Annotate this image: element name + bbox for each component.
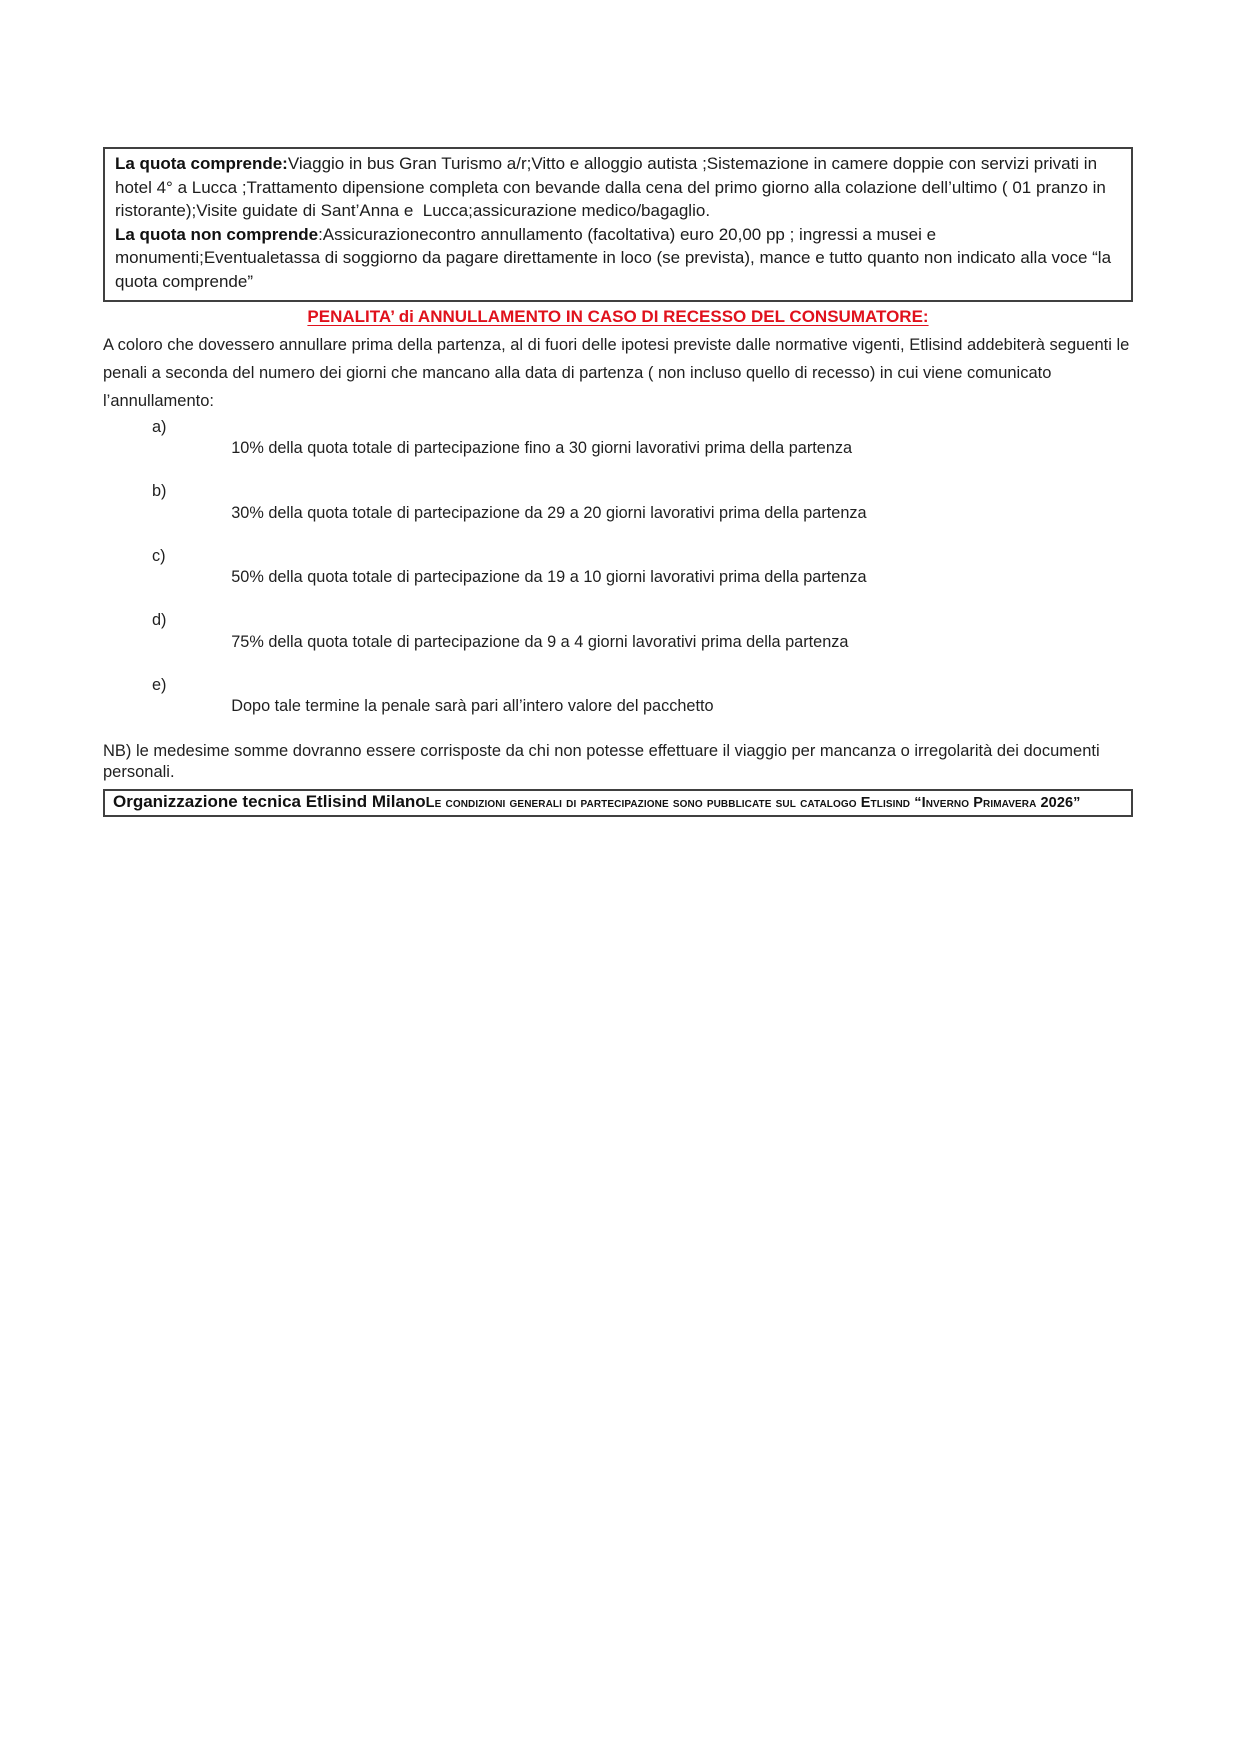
quota-excludes-label: La quota non comprende bbox=[115, 224, 319, 244]
document-content bbox=[103, 147, 1133, 817]
penalties-heading: PENALITA’ di ANNULLAMENTO IN CASO DI RECESSO DEL CONSUMATORE: bbox=[307, 306, 929, 326]
quota-includes-text: Viaggio in bus Gran Turismo a/r;Vitto e alloggio autista ;Sistemazione in camere doppie con servizi privati in hotel 4° a Lucca ;Trattamento dipensione completa con bevande dalla cena del primo giorno alla colazione dell’ultimo ( 01 pranzo in ristorante);Visite guidate di Sant’Anna e Lucca;assicurazione medico/bagaglio. bbox=[115, 154, 1111, 221]
penalty-text-c: 50% della quota totale di partecipazione da 19 a 10 giorni lavorativi prima della partenza bbox=[231, 568, 867, 587]
penalty-item-b bbox=[103, 481, 1133, 546]
penalties-list bbox=[103, 417, 1133, 740]
organizer-name: Organizzazione tecnica Etlisind Milano bbox=[113, 792, 426, 812]
penalty-item-c bbox=[103, 546, 1133, 611]
penalty-item-e bbox=[103, 675, 1133, 740]
penalty-item-a bbox=[103, 417, 1133, 482]
quota-includes-label: La quota comprende: bbox=[115, 154, 288, 173]
penalties-intro: A coloro che dovessero annullare prima della partenza, al di fuori delle ipotesi previste dalle normative vigenti, Etlisind addebiterà seguenti le penali a seconda del numero dei giorni che mancano alla data di partenza ( non incluso quello di recesso) in cui viene comunicato l’annullamento: bbox=[103, 335, 1134, 410]
quota-box bbox=[103, 147, 1133, 302]
penalties-nb-note: NB) le medesime somme dovranno essere corrisposte da chi non potesse effettuare il viaggio per mancanza o irregolarità dei documenti personali. bbox=[103, 742, 1105, 782]
organizer-bar bbox=[103, 789, 1133, 817]
penalty-item-d bbox=[103, 610, 1133, 675]
penalty-marker-d: d) bbox=[152, 611, 167, 630]
penalty-text-e: Dopo tale termine la penale sarà pari all’intero valore del pacchetto bbox=[231, 697, 714, 716]
penalty-marker-a: a) bbox=[152, 417, 167, 436]
quota-includes-paragraph bbox=[115, 152, 1119, 223]
penalty-marker-b: b) bbox=[152, 482, 167, 501]
penalty-marker-c: c) bbox=[152, 546, 166, 565]
catalog-notice: Le condizioni generali di partecipazione sono pubblicate sul catalogo Etlisind “Inverno Primavera 2026” bbox=[425, 795, 1081, 812]
penalty-text-a: 10% della quota totale di partecipazione fino a 30 giorni lavorativi prima della partenza bbox=[231, 439, 853, 458]
penalty-marker-e: e) bbox=[152, 675, 167, 694]
quota-excludes-text: :Assicurazionecontro annullamento (facoltativa) euro 20,00 pp ; ingressi a musei e monumenti;Eventualetassa di soggiorno da pagare direttamente in loco (se prevista), mance e tutto quanto non indicato alla voce “la quota comprende” bbox=[115, 224, 1116, 291]
penalty-text-b: 30% della quota totale di partecipazione da 29 a 20 giorni lavorativi prima della partenza bbox=[231, 503, 867, 522]
penalty-text-d: 75% della quota totale di partecipazione da 9 a 4 giorni lavorativi prima della partenza bbox=[231, 632, 849, 651]
quota-excludes-paragraph bbox=[115, 223, 1119, 294]
